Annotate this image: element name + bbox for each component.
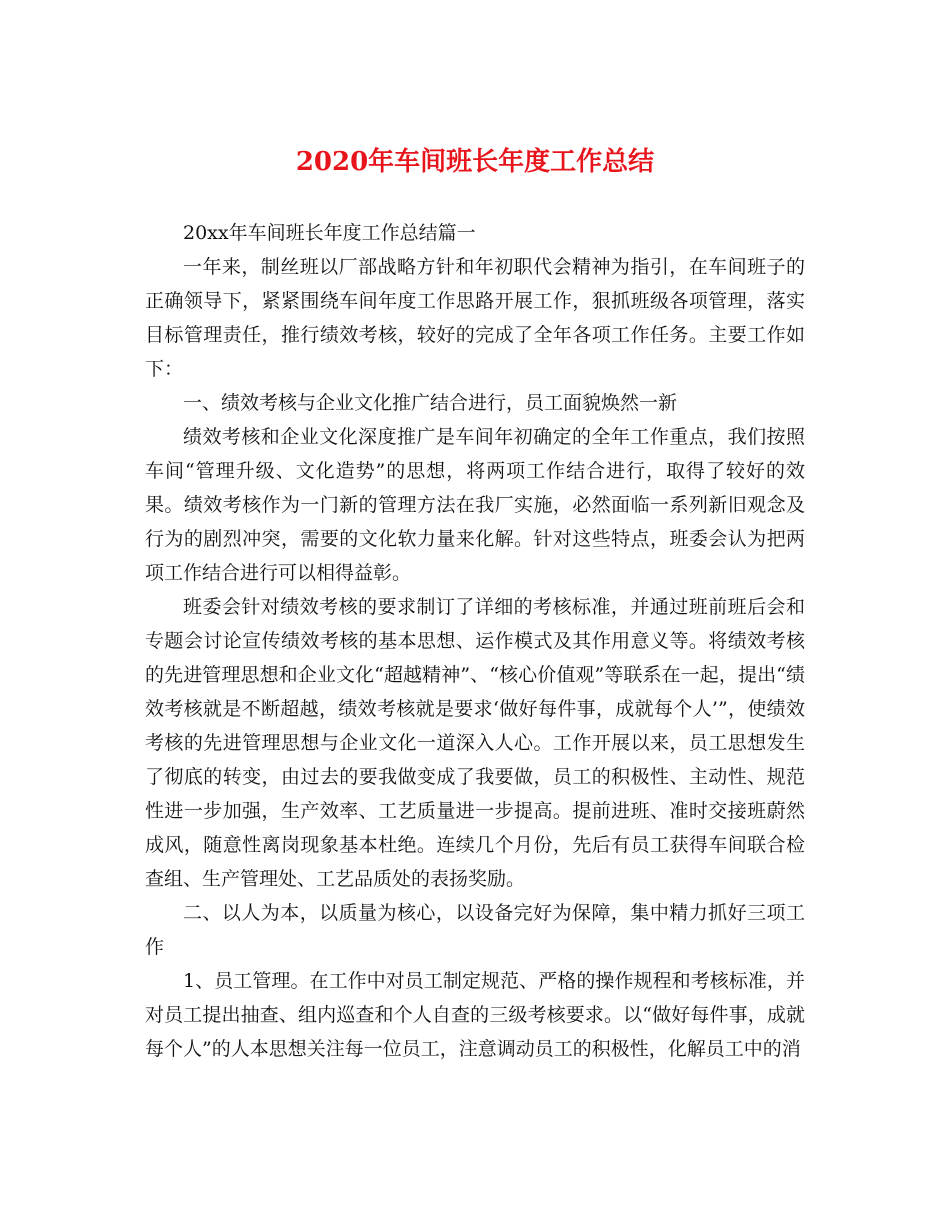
body-paragraph: 班委会针对绩效考核的要求制订了详细的考核标准，并通过班前班后会和专题会讨论宣传绩效考核的基本思想、运作模式及其作用意义等。将绩效考核的先进管理思想和企业文化“超越精神”、“核心价值观”等联系在一起，提出“绩效考核就是不断超越，绩效考核就是要求‘做好每件事，成就每个人’”，使绩效考核的先进管理思想与企业文化一道深入人心。工作开展以来，员工思想发生了彻底的转变，由过去的要我做变成了我要做，员工的积极性、主动性、规范性进一步加强，生产效率、工艺质量进一步提高。提前进班、准时交接班蔚然成风，随意性离岗现象基本杜绝。连续几个月份，先后有员工获得车间联合检查组、生产管理处、工艺品质处的表扬奖励。 xyxy=(145,596,805,890)
body-paragraph: 绩效考核和企业文化深度推广是车间年初确定的全年工作重点，我们按照车间“管理升级、文化造势”的思想，将两项工作结合进行，取得了较好的效果。绩效考核作为一门新的管理方法在我厂实施，必然面临一系列新旧观念及行为的剧烈冲突，需要的文化软力量来化解。针对这些特点，班委会认为把两项工作结合进行可以相得益彰。 xyxy=(145,426,805,584)
section-heading-2: 二、以人为本，以质量为核心，以设备完好为保障，集中精力抓好三项工作 xyxy=(145,902,805,958)
document-title: 2020年车间班长年度工作总结 xyxy=(295,147,655,177)
body-paragraph: 1、员工管理。在工作中对员工制定规范、严格的操作规程和考核标准，并对员工提出抽查、组内巡查和个人自查的三级考核要求。以“做好每件事，成就每个人”的人本思想关注每一位员工，注意调动员工的积极性，化解员工中的消 xyxy=(145,970,805,1060)
document-body xyxy=(145,216,805,1066)
section-heading-1: 一、绩效考核与企业文化推广结合进行，员工面貌焕然一新 xyxy=(183,392,678,414)
section-heading-part-one: 20xx年车间班长年度工作总结篇一 xyxy=(183,222,476,244)
body-paragraph: 一年来，制丝班以厂部战略方针和年初职代会精神为指引，在车间班子的正确领导下，紧紧围绕车间年度工作思路开展工作，狠抓班级各项管理，落实目标管理责任，推行绩效考核，较好的完成了全年各项工作任务。主要工作如下： xyxy=(145,256,805,380)
